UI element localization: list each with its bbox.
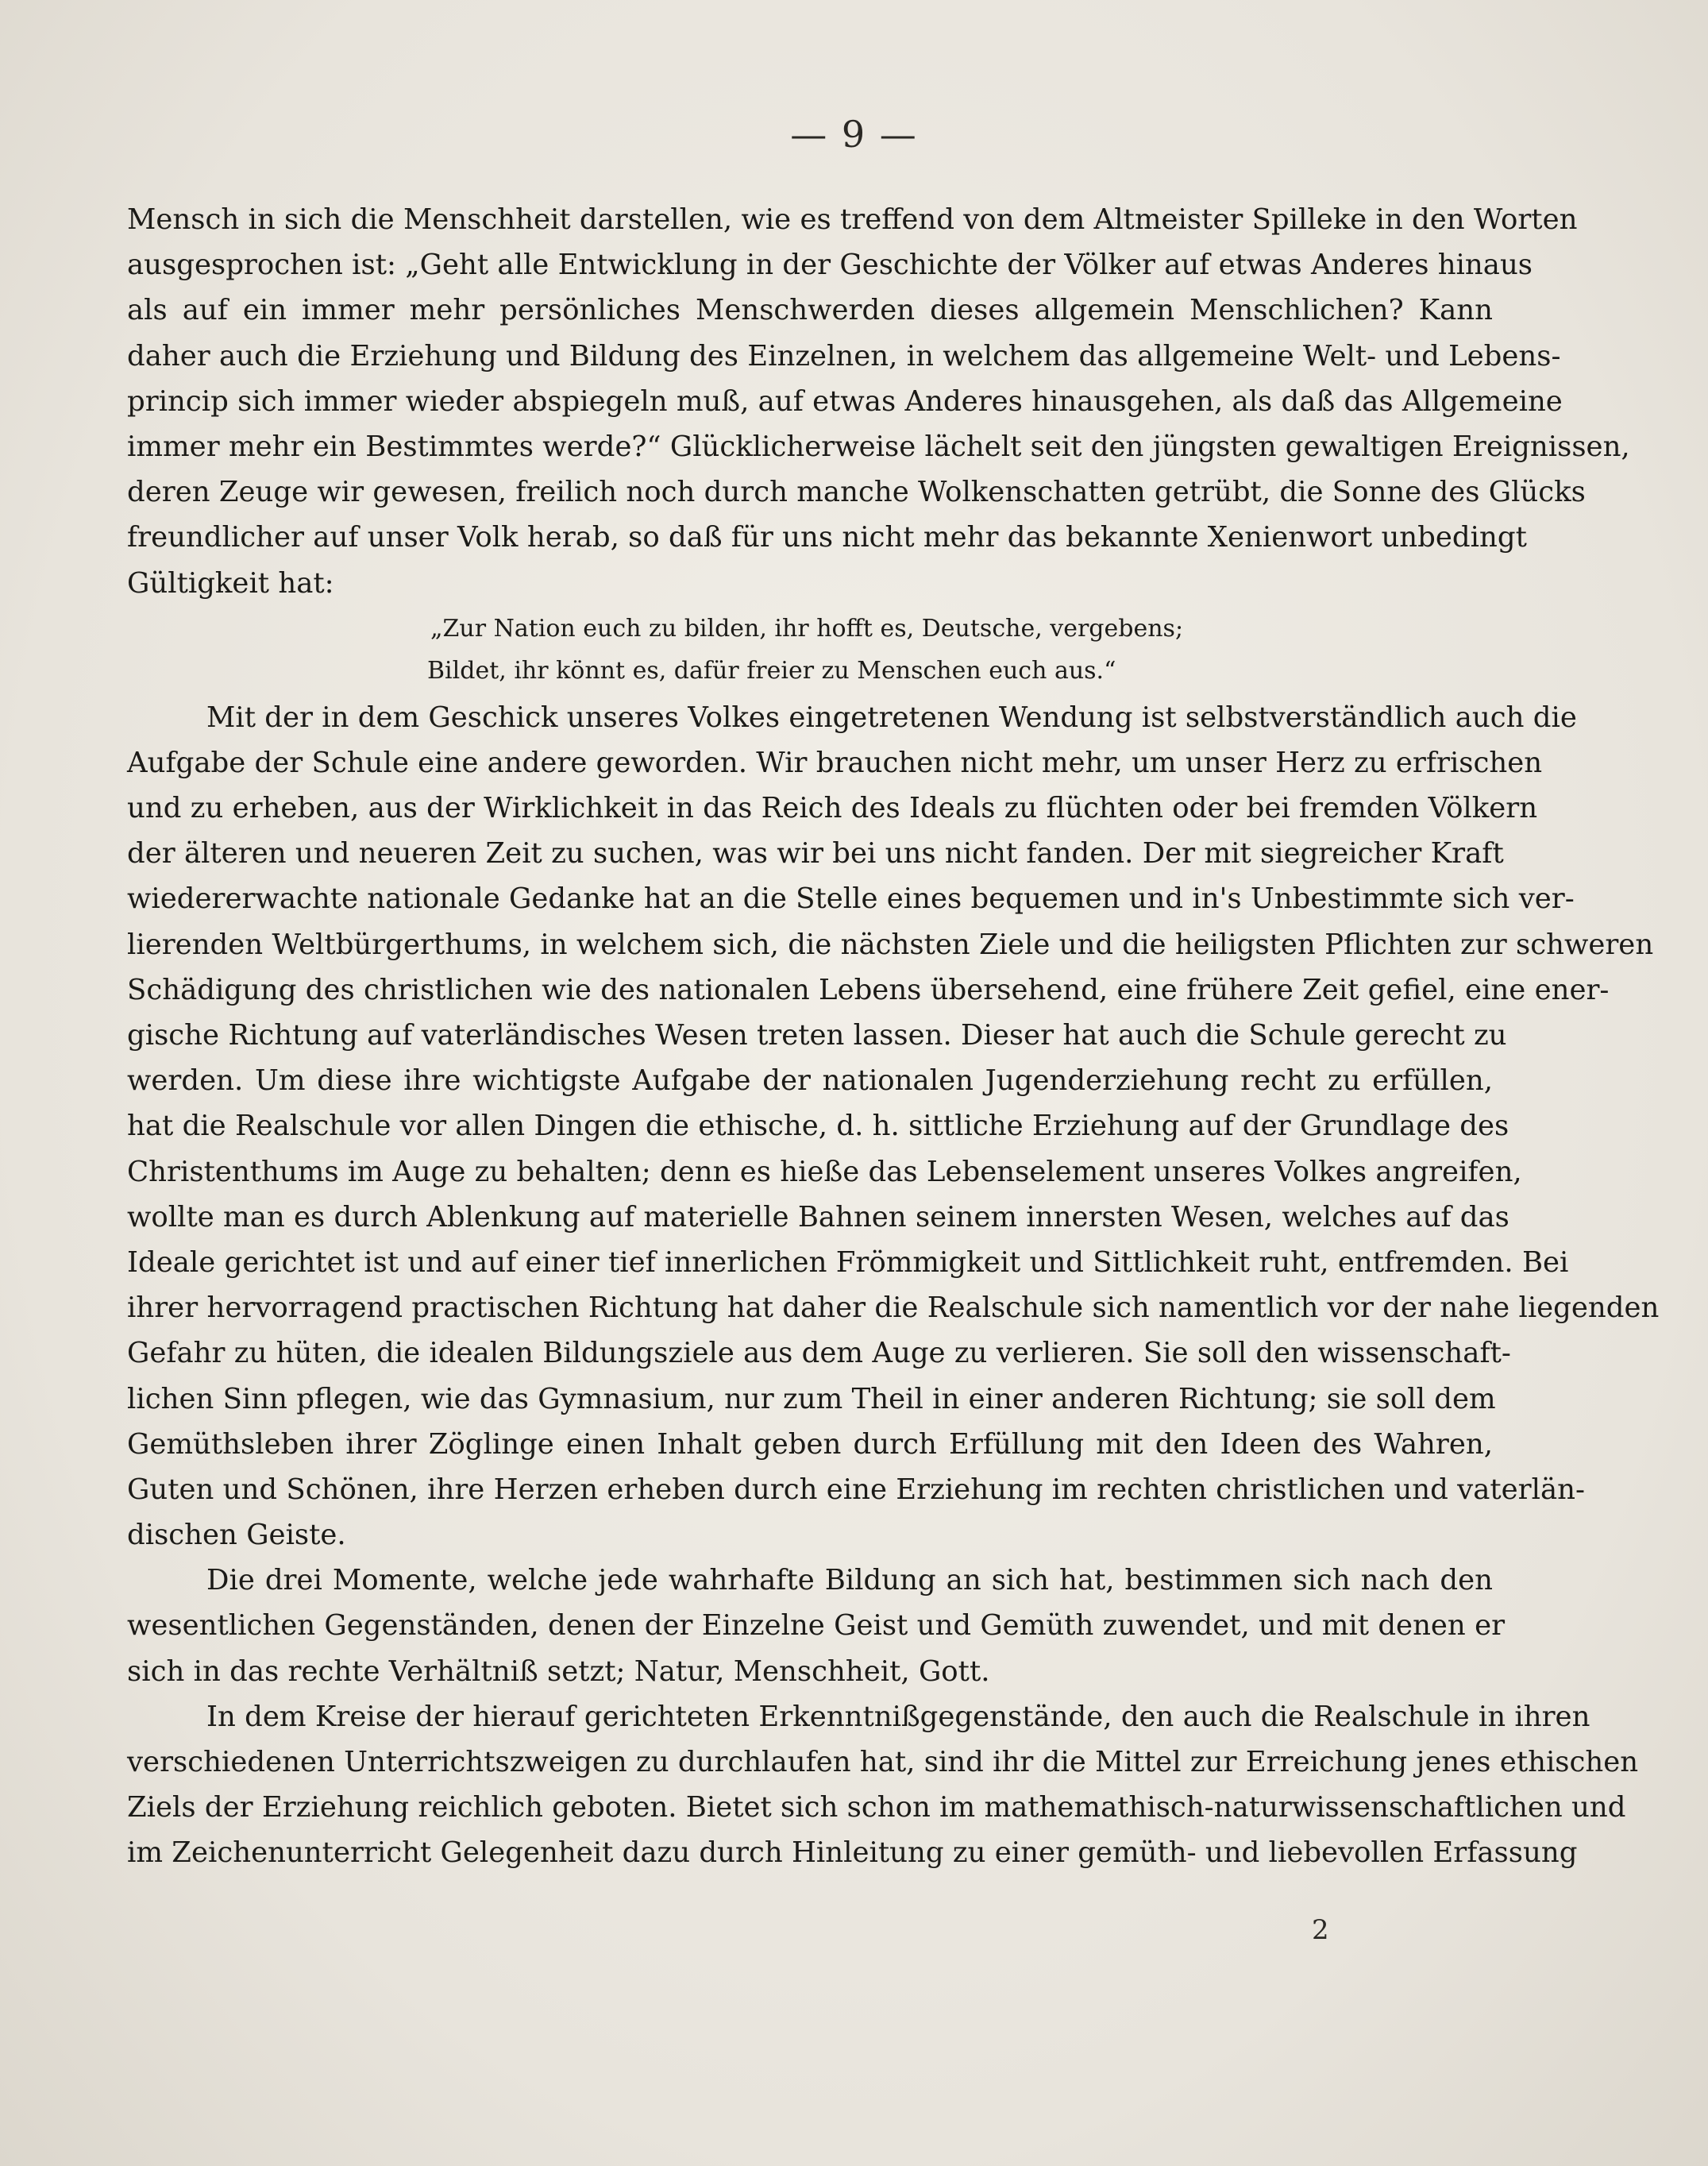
text-line: wollte man es durch Ablenkung auf materielle Bahnen seinem innersten Wesen, welches auf das — [127, 1200, 1509, 1234]
quote-line: Bildet, ihr könnt es, dafür freier zu Menschen euch aus.“ — [427, 656, 1116, 685]
text-line: gische Richtung auf vaterländisches Wesen treten lassen. Dieser hat auch die Schule gerecht zu — [127, 1019, 1507, 1052]
text-line: deren Zeuge wir gewesen, freilich noch durch manche Wolkenschatten getrübt, die Sonne des Glücks — [127, 476, 1586, 509]
text-line: der älteren und neueren Zeit zu suchen, was wir bei uns nicht fanden. Der mit siegreicher Kraft — [127, 837, 1504, 871]
text-line: lichen Sinn pflegen, wie das Gymnasium, nur zum Theil in einer anderen Richtung; sie soll dem — [127, 1382, 1496, 1415]
text-line: dischen Geiste. — [127, 1519, 346, 1552]
xenien-quote — [127, 608, 1493, 692]
page-number: — 9 — — [790, 113, 918, 156]
text-line: In dem Kreise der hierauf gerichteten Erkenntnißgegenstände, den auch die Realschule in ihren — [206, 1700, 1590, 1733]
signature-mark: 2 — [1312, 1914, 1329, 1946]
text-line: ausgesprochen ist: „Geht alle Entwicklung in der Geschichte der Völker auf etwas Anderes hinaus — [127, 249, 1533, 282]
text-line: Mit der in dem Geschick unseres Volkes eingetretenen Wendung ist selbstverständlich auch die — [206, 701, 1577, 734]
text-line: Ziels der Erziehung reichlich geboten. Bietet sich schon im mathemathisch-naturwissenschaftlichen und — [127, 1791, 1626, 1824]
text-line: wiedererwachte nationale Gedanke hat an die Stelle eines bequemen und in's Unbestimmte sich ver- — [127, 882, 1575, 916]
paragraph-4 — [127, 1694, 1639, 1876]
text-line: immer mehr ein Bestimmtes werde?“ Glücklicherweise lächelt seit den jüngsten gewaltigen Ereignissen, — [127, 430, 1630, 463]
text-line: Aufgabe der Schule eine andere geworden. Wir brauchen nicht mehr, um unser Herz zu erfrischen — [127, 746, 1543, 779]
text-line: Die drei Momente, welche jede wahrhafte Bildung an sich hat, bestimmen sich nach den — [206, 1564, 1493, 1597]
text-line: Ideale gerichtet ist und auf einer tief innerlichen Frömmigkeit und Sittlichkeit ruht, entfremden. Bei — [127, 1245, 1569, 1279]
text-line: daher auch die Erziehung und Bildung des Einzelnen, in welchem das allgemeine Welt- und Lebens- — [127, 339, 1561, 373]
paragraph-1 — [127, 197, 1630, 606]
text-line: als auf ein immer mehr persönliches Menschwerden dieses allgemein Menschlichen? Kann — [127, 294, 1493, 327]
text-line: verschiedenen Unterrichtszweigen zu durchlaufen hat, sind ihr die Mittel zur Erreichung jenes ethischen — [127, 1746, 1639, 1778]
text-line: ihrer hervorragend practischen Richtung hat daher die Realschule sich namentlich vor der nahe liegenden — [127, 1291, 1660, 1325]
text-line: Christenthums im Auge zu behalten; denn es hieße das Lebenselement unseres Volkes angreifen, — [127, 1155, 1522, 1188]
paragraph-3 — [127, 1558, 1506, 1694]
text-line: Guten und Schönen, ihre Herzen erheben durch eine Erziehung im rechten christlichen und vaterlän- — [127, 1473, 1585, 1506]
text-line: Mensch in sich die Menschheit darstellen, wie es treffend von dem Altmeister Spilleke in den Worten — [127, 203, 1578, 236]
quote-line: „Zur Nation euch zu bilden, ihr hofft es, Deutsche, vergebens; — [430, 614, 1184, 643]
text-line: hat die Realschule vor allen Dingen die ethische, d. h. sittliche Erziehung auf der Grundlage des — [127, 1110, 1509, 1143]
text-line: sich in das rechte Verhältniß setzt; Natur, Menschheit, Gott. — [127, 1654, 990, 1688]
text-line: im Zeichenunterricht Gelegenheit dazu durch Hinleitung zu einer gemüth- und liebevollen Erfassung — [127, 1836, 1578, 1870]
text-line: Gemüthsleben ihrer Zöglinge einen Inhalt geben durch Erfüllung mit den Ideen des Wahren, — [127, 1427, 1493, 1461]
text-line: freundlicher auf unser Volk herab, so daß für uns nicht mehr das bekannte Xenienwort unbedingt — [127, 521, 1527, 554]
text-line: wesentlichen Gegenständen, denen der Einzelne Geist und Gemüth zuwendet, und mit denen er — [127, 1609, 1506, 1643]
paragraph-2 — [127, 695, 1660, 1558]
text-line: Schädigung des christlichen wie des nationalen Lebens übersehend, eine frühere Zeit gefiel, eine ener- — [127, 973, 1610, 1006]
text-line: Gefahr zu hüten, die idealen Bildungsziele aus dem Auge zu verlieren. Sie soll den wissenschaft- — [127, 1337, 1511, 1370]
text-line: und zu erheben, aus der Wirklichkeit in das Reich des Ideals zu flüchten oder bei fremden Völkern — [127, 792, 1538, 825]
text-line: Gültigkeit hat: — [127, 566, 334, 600]
text-line: princip sich immer wieder abspiegeln muß, auf etwas Anderes hinausgehen, als daß das Allgemeine — [127, 384, 1563, 418]
body-text — [127, 197, 1660, 1876]
text-line: lierenden Weltbürgerthums, in welchem sich, die nächsten Ziele und die heiligsten Pflichten zur schweren — [127, 928, 1654, 961]
text-line: werden. Um diese ihre wichtigste Aufgabe der nationalen Jugenderziehung recht zu erfüllen, — [127, 1064, 1493, 1098]
